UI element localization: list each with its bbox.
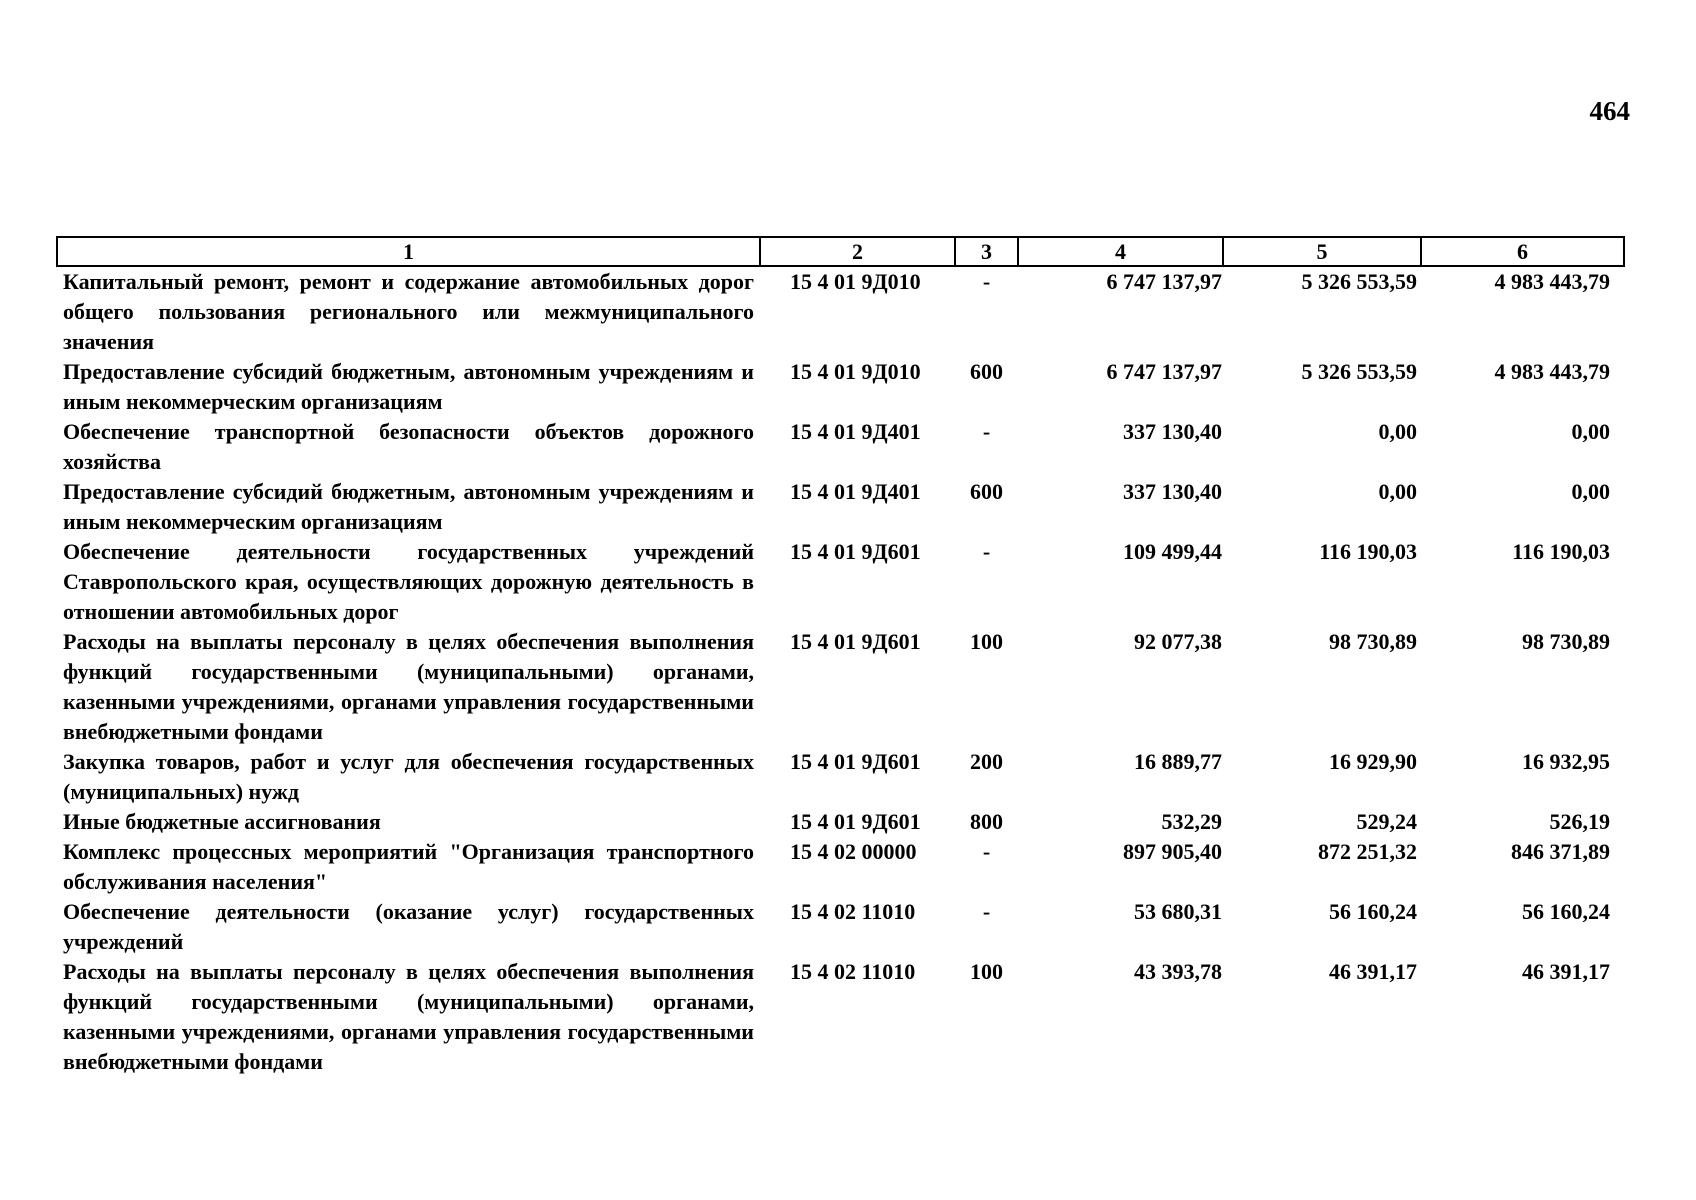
row-name: Предоставление субсидий бюджетным, автономным учреждениям и иным некоммерческим организациям <box>63 359 754 414</box>
table-row <box>57 537 1624 627</box>
row-value-col6: 46 391,17 <box>1522 959 1610 984</box>
row-value-col5: 116 190,03 <box>1319 539 1417 564</box>
row-value-col4: 43 393,78 <box>1134 959 1222 984</box>
header-col-2: 2 <box>760 237 955 266</box>
row-value-col6: 526,19 <box>1549 809 1610 834</box>
row-expense-type: - <box>982 419 991 444</box>
row-expense-type: 600 <box>970 479 1003 504</box>
row-value-col4: 337 130,40 <box>1123 479 1222 504</box>
row-code: 15 4 01 9Д601 <box>790 809 921 834</box>
table-row <box>57 477 1624 537</box>
table-row <box>57 747 1624 807</box>
row-value-col5: 56 160,24 <box>1329 899 1417 924</box>
row-value-col4: 337 130,40 <box>1123 419 1222 444</box>
header-col-1: 1 <box>57 237 760 266</box>
row-value-col6: 0,00 <box>1571 419 1610 444</box>
row-name: Закупка товаров, работ и услуг для обеспечения государственных (муниципальных) нужд <box>63 749 754 804</box>
table-header <box>57 237 1624 266</box>
row-name: Расходы на выплаты персоналу в целях обеспечения выполнения функций государственными (муниципальными) органами, казенными учреждениями, органами управления государственными внебюджетными фондами <box>63 959 754 1074</box>
row-value-col6: 0,00 <box>1571 479 1610 504</box>
row-code: 15 4 01 9Д010 <box>790 359 921 384</box>
table-row <box>57 627 1624 747</box>
row-name: Обеспечение деятельности (оказание услуг) государственных учреждений <box>63 899 754 954</box>
row-value-col5: 872 251,32 <box>1318 839 1417 864</box>
row-expense-type: 100 <box>970 959 1003 984</box>
row-value-col4: 53 680,31 <box>1134 899 1222 924</box>
row-name: Расходы на выплаты персоналу в целях обеспечения выполнения функций государственными (муниципальными) органами, казенными учреждениями, органами управления государственными внебюджетными фондами <box>63 629 754 744</box>
row-value-col5: 529,24 <box>1356 809 1417 834</box>
row-name: Предоставление субсидий бюджетным, автономным учреждениям и иным некоммерческим организациям <box>63 479 754 534</box>
row-code: 15 4 02 11010 <box>790 959 916 984</box>
header-col-5: 5 <box>1223 237 1421 266</box>
row-expense-type: 800 <box>970 809 1003 834</box>
row-name: Обеспечение деятельности государственных учреждений Ставропольского края, осуществляющих дорожную деятельность в отношении автомобильных дорог <box>63 539 754 624</box>
row-code: 15 4 02 11010 <box>790 899 916 924</box>
row-value-col5: 5 326 553,59 <box>1301 269 1417 294</box>
header-col-6: 6 <box>1421 237 1624 266</box>
row-expense-type: - <box>982 839 991 864</box>
row-code: 15 4 01 9Д010 <box>790 269 921 294</box>
table-row <box>57 266 1624 357</box>
table-row <box>57 897 1624 957</box>
row-code: 15 4 01 9Д401 <box>790 479 921 504</box>
row-expense-type: 200 <box>970 749 1003 774</box>
row-expense-type: - <box>982 269 991 294</box>
row-value-col4: 6 747 137,97 <box>1106 359 1222 384</box>
row-value-col4: 92 077,38 <box>1134 629 1222 654</box>
row-value-col5: 16 929,90 <box>1329 749 1417 774</box>
table-row <box>57 417 1624 477</box>
row-code: 15 4 01 9Д601 <box>790 749 921 774</box>
row-value-col5: 5 326 553,59 <box>1301 359 1417 384</box>
row-value-col6: 4 983 443,79 <box>1494 359 1610 384</box>
row-code: 15 4 02 00000 <box>790 839 917 864</box>
row-value-col5: 46 391,17 <box>1329 959 1417 984</box>
row-code: 15 4 01 9Д601 <box>790 629 921 654</box>
row-value-col5: 98 730,89 <box>1329 629 1417 654</box>
row-value-col4: 16 889,77 <box>1134 749 1222 774</box>
row-value-col4: 109 499,44 <box>1123 539 1222 564</box>
row-name: Комплекс процессных мероприятий "Организация транспортного обслуживания населения" <box>63 839 754 894</box>
table-row <box>57 807 1624 837</box>
row-value-col4: 897 905,40 <box>1123 839 1222 864</box>
row-value-col6: 846 371,89 <box>1511 839 1610 864</box>
page-number: 464 <box>1589 96 1630 126</box>
row-name: Капитальный ремонт, ремонт и содержание автомобильных дорог общего пользования регионального или межмуниципального значения <box>63 269 754 354</box>
header-row <box>57 237 1624 266</box>
row-expense-type: - <box>982 899 991 924</box>
table-row <box>57 957 1624 1077</box>
row-value-col6: 56 160,24 <box>1522 899 1610 924</box>
row-value-col4: 532,29 <box>1161 809 1222 834</box>
header-col-3: 3 <box>955 237 1018 266</box>
budget-table-container <box>56 236 1623 1077</box>
row-value-col6: 16 932,95 <box>1522 749 1610 774</box>
row-value-col6: 116 190,03 <box>1512 539 1610 564</box>
row-value-col6: 98 730,89 <box>1522 629 1610 654</box>
row-expense-type: 100 <box>970 629 1003 654</box>
header-col-4: 4 <box>1018 237 1223 266</box>
row-expense-type: 600 <box>970 359 1003 384</box>
row-value-col5: 0,00 <box>1378 419 1417 444</box>
row-value-col6: 4 983 443,79 <box>1494 269 1610 294</box>
row-code: 15 4 01 9Д401 <box>790 419 921 444</box>
row-value-col4: 6 747 137,97 <box>1106 269 1222 294</box>
row-value-col5: 0,00 <box>1378 479 1417 504</box>
table-row <box>57 357 1624 417</box>
table-row <box>57 837 1624 897</box>
row-code: 15 4 01 9Д601 <box>790 539 921 564</box>
budget-table <box>56 236 1625 1077</box>
row-name: Обеспечение транспортной безопасности объектов дорожного хозяйства <box>63 419 754 474</box>
table-body <box>57 266 1624 1077</box>
row-expense-type: - <box>982 539 991 564</box>
row-name: Иные бюджетные ассигнования <box>63 809 381 834</box>
